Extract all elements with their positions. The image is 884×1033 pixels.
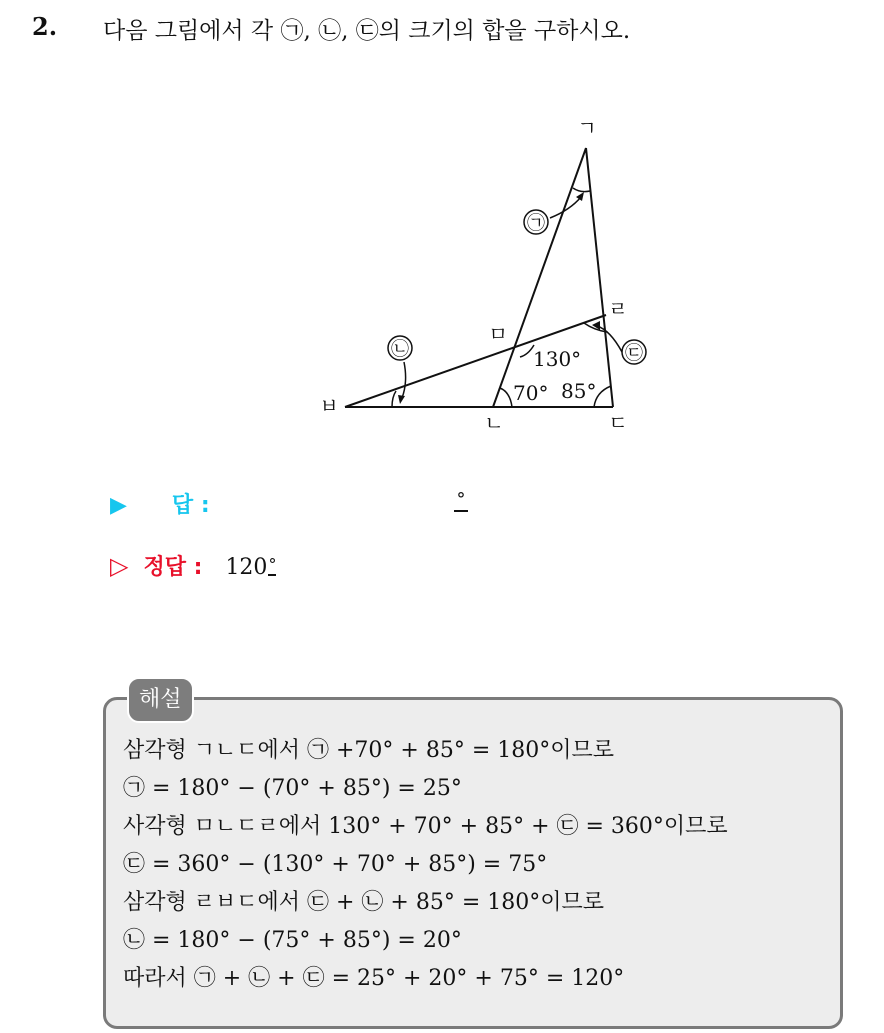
arrowhead-a [576, 192, 584, 201]
vertex-label-bottom-mid: ㄴ [484, 411, 504, 435]
vertex-label-bottom-right: ㄷ [608, 411, 628, 435]
marker-a: ㉠ [527, 213, 545, 234]
explanation-line: 삼각형 ㄱㄴㄷ에서 ㉠ +70° + 85° = 180°이므로 [123, 738, 615, 763]
explanation-line: 삼각형 ㄹㅂㄷ에서 ㉢ + ㉡ + 85° = 180°이므로 [123, 890, 605, 915]
angle-label-85: 85° [561, 379, 597, 403]
vertex-label-top: ㄱ [577, 116, 597, 140]
explanation-lines [123, 732, 728, 998]
angle-arc-b [392, 391, 396, 407]
marker-c: ㉢ [625, 343, 643, 364]
angle-arc-a [573, 188, 590, 192]
explanation-tag: 해설 [127, 677, 194, 723]
filled-triangle-icon: ▶ [110, 493, 127, 518]
arrow-b [402, 362, 406, 398]
answer-label: 답 : [171, 493, 210, 518]
correct-answer-row [110, 550, 276, 581]
question-number: 2. [32, 12, 58, 41]
marker-b: ㉡ [391, 339, 409, 360]
segment-a-d [586, 148, 613, 407]
outline-triangle-icon: ▷ [110, 552, 129, 580]
correct-answer-value: 120° [225, 555, 277, 580]
explanation-line: 따라서 ㉠ + ㉡ + ㉢ = 25° + 20° + 75° = 120° [123, 966, 625, 991]
vertex-label-middle: ㅁ [488, 322, 508, 346]
triangle-figure [300, 110, 643, 440]
arrowhead-b [398, 395, 405, 404]
explanation-line: ㉡ = 180° − (75° + 85°) = 20° [123, 928, 462, 953]
angle-label-130: 130° [533, 347, 582, 371]
vertex-label-right: ㄹ [608, 297, 628, 321]
question-text: 다음 그림에서 각 ㉠, ㉡, ㉢의 크기의 합을 구하시오. [103, 18, 631, 44]
angle-label-70: 70° [513, 381, 549, 405]
answer-row [110, 488, 226, 519]
arrow-c [597, 326, 622, 352]
angle-arc-n [500, 388, 512, 407]
correct-answer-label: 정답 : [143, 555, 203, 580]
explanation-line: ㉠ = 180° − (70° + 85°) = 25° [123, 776, 462, 801]
explanation-line: 사각형 ㅁㄴㄷㄹ에서 130° + 70° + 85° + ㉢ = 360°이므로 [123, 814, 728, 839]
explanation-line: ㉢ = 360° − (130° + 70° + 85°) = 75° [123, 852, 548, 877]
vertex-label-left: ㅂ [319, 394, 339, 418]
angle-arc-d [594, 386, 611, 407]
answer-blank-degree[interactable]: ° [454, 490, 468, 512]
angle-arc-m [520, 345, 534, 357]
